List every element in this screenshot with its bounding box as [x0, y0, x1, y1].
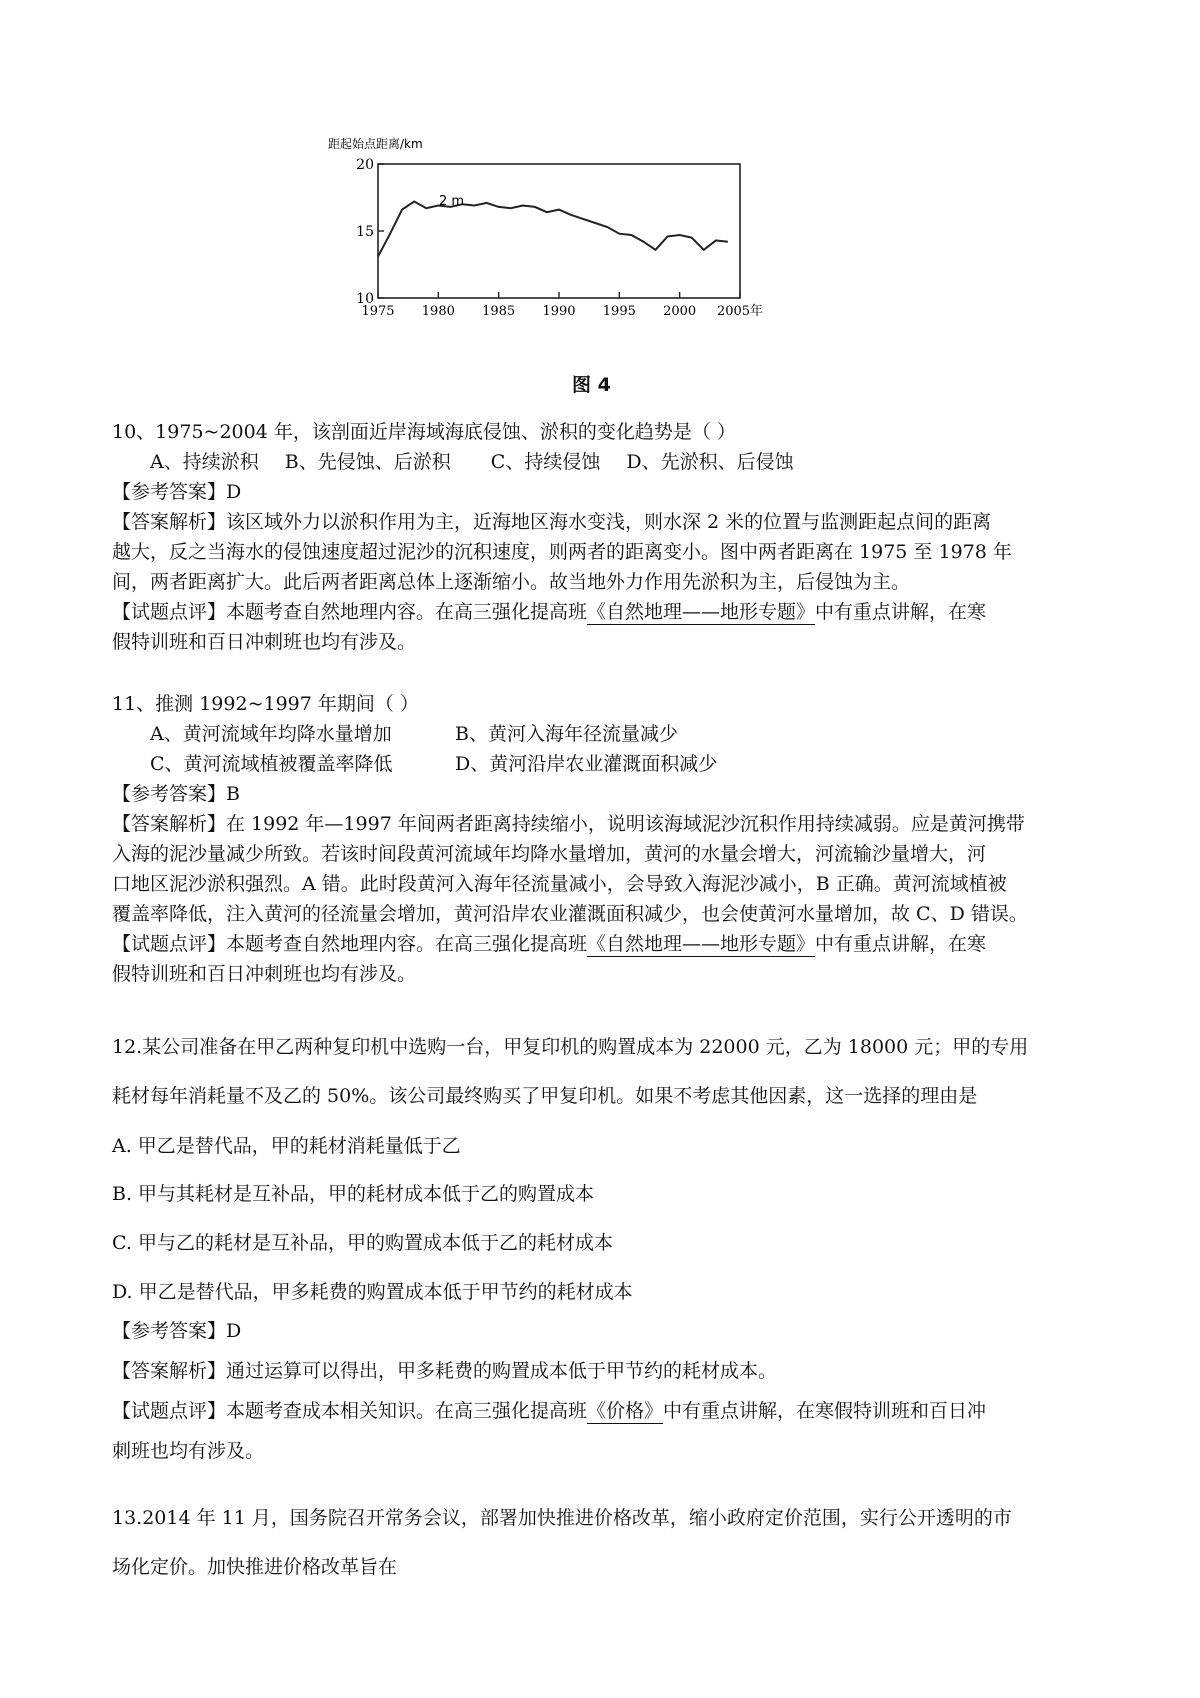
q11-review: [112, 931, 986, 957]
q10-option-b: B、先侵蚀、后淤积: [284, 451, 451, 473]
q11-analysis-line: 【答案解析】在 1992 年—1997 年间两者距离持续缩小，说明该海域泥沙沉积作用持续减弱。应是黄河携带: [112, 813, 1025, 835]
q12-review-course-link[interactable]: 《价格》: [587, 1400, 664, 1422]
y-axis-label: 距起始点距离/km: [328, 137, 423, 151]
q11-review-course-link[interactable]: 《自然地理——地形专题》: [587, 933, 816, 955]
x-tick-label: 1975: [361, 304, 395, 319]
q13-stem-line: 场化定价。加快推进价格改革旨在: [112, 1556, 398, 1578]
q10-option-d: D、先淤积、后侵蚀: [626, 451, 794, 473]
q11-options-row1: [150, 721, 678, 747]
q11-option-d: D、黄河沿岸农业灌溉面积减少: [455, 753, 718, 775]
q11-answer: 【参考答案】B: [112, 783, 240, 805]
q12-review-line2: 刺班也均有涉及。: [112, 1440, 265, 1462]
series-line-2m: [378, 202, 728, 257]
q12-analysis: 【答案解析】通过运算可以得出，甲多耗费的购置成本低于甲节约的耗材成本。: [112, 1360, 778, 1382]
figure-caption: 图 4: [572, 374, 611, 396]
q11-options-row2: [150, 751, 717, 777]
q10-review-text-end: 中有重点讲解，在寒: [815, 601, 987, 623]
q10-analysis-line: 间，两者距离扩大。此后两者距离总体上逐渐缩小。故当地外力作用先淤积为主，后侵蚀为主。: [112, 571, 911, 593]
figure-4: [328, 137, 820, 402]
q10-option-c: C、持续侵蚀: [490, 451, 601, 473]
q11-option-c: C、黄河流域植被覆盖率降低: [150, 753, 393, 775]
q10-review-text: 【试题点评】本题考查自然地理内容。在高三强化提高班: [112, 601, 588, 623]
q11-analysis-line: 口地区泥沙淤积强烈。A 错。此时段黄河入海年径流量减小，会导致入海泥沙减小，B 正确。黄河流域植被: [112, 873, 1007, 895]
x-tick-label: 1985: [482, 304, 516, 319]
q10-analysis-line: 【答案解析】该区域外力以淤积作用为主，近海地区海水变浅，则水深 2 米的位置与监测距起点间的距离: [112, 511, 992, 533]
q12-answer: 【参考答案】D: [112, 1320, 242, 1342]
line-chart: [328, 137, 820, 402]
series-label: 2 m: [439, 194, 465, 209]
q11-review-text: 【试题点评】本题考查自然地理内容。在高三强化提高班: [112, 933, 588, 955]
q11-stem: 11、推测 1992~1997 年期间（ ）: [112, 693, 419, 715]
q11-analysis-line: 覆盖率降低，注入黄河的径流量会增加，黄河沿岸农业灌溉面积减少，也会使黄河水量增加，故 C、D 错误。: [112, 903, 1028, 925]
q11-review-text-end: 中有重点讲解，在寒: [815, 933, 987, 955]
q12-option-b: B. 甲与其耗材是互补品，甲的耗材成本低于乙的购置成本: [112, 1183, 595, 1205]
x-tick-label: 2000: [663, 304, 697, 319]
plot-frame: [378, 164, 740, 298]
q10-stem: 10、1975~2004 年，该剖面近岸海域海底侵蚀、淤积的变化趋势是（ ）: [112, 421, 736, 443]
q12-option-d: D. 甲乙是替代品，甲多耗费的购置成本低于甲节约的耗材成本: [112, 1281, 633, 1303]
q11-option-a: A、黄河流域年均降水量增加: [150, 723, 392, 745]
q12-review-text-end: 中有重点讲解，在寒假特训班和百日冲: [663, 1400, 987, 1422]
q10-review-line2: 假特训班和百日冲刺班也均有涉及。: [112, 631, 417, 653]
x-tick-label: 2005年: [716, 304, 764, 319]
q11-analysis-line: 入海的泥沙量减少所致。若该时间段黄河流域年均降水量增加，黄河的水量会增大，河流输沙量增大，河: [112, 843, 987, 865]
q10-review-course-link[interactable]: 《自然地理——地形专题》: [587, 601, 816, 623]
y-tick-label: 15: [356, 224, 374, 240]
q10-answer: 【参考答案】D: [112, 481, 242, 503]
q10-options: [150, 449, 794, 475]
y-tick-label: 10: [356, 291, 374, 307]
q12-review: [112, 1398, 986, 1424]
x-tick-label: 1980: [421, 304, 455, 319]
q10-analysis-line: 越大，反之当海水的侵蚀速度超过泥沙的沉积速度，则两者的距离变小。图中两者距离在 1975 至 1978 年: [112, 541, 1012, 563]
q11-review-line2: 假特训班和百日冲刺班也均有涉及。: [112, 963, 417, 985]
q12-option-a: A. 甲乙是替代品，甲的耗材消耗量低于乙: [112, 1135, 461, 1157]
q10-option-a: A、持续淤积: [150, 451, 259, 473]
x-tick-label: 1995: [602, 304, 636, 319]
y-tick-label: 20: [356, 157, 374, 173]
q10-review: [112, 599, 986, 625]
x-tick-label: 1990: [542, 304, 576, 319]
q13-stem-line: 13.2014 年 11 月，国务院召开常务会议，部署加快推进价格改革，缩小政府定价范围，实行公开透明的市: [112, 1507, 1012, 1529]
q12-review-text: 【试题点评】本题考查成本相关知识。在高三强化提高班: [112, 1400, 588, 1422]
q12-stem-line: 耗材每年消耗量不及乙的 50%。该公司最终购买了甲复印机。如果不考虑其他因素，这一选择的理由是: [112, 1085, 978, 1107]
q11-option-b: B、黄河入海年径流量减少: [455, 723, 678, 745]
q12-stem-line: 12.某公司准备在甲乙两种复印机中选购一台，甲复印机的购置成本为 22000 元，乙为 18000 元；甲的专用: [112, 1036, 1029, 1058]
q12-option-c: C. 甲与乙的耗材是互补品，甲的购置成本低于乙的耗材成本: [112, 1232, 613, 1254]
